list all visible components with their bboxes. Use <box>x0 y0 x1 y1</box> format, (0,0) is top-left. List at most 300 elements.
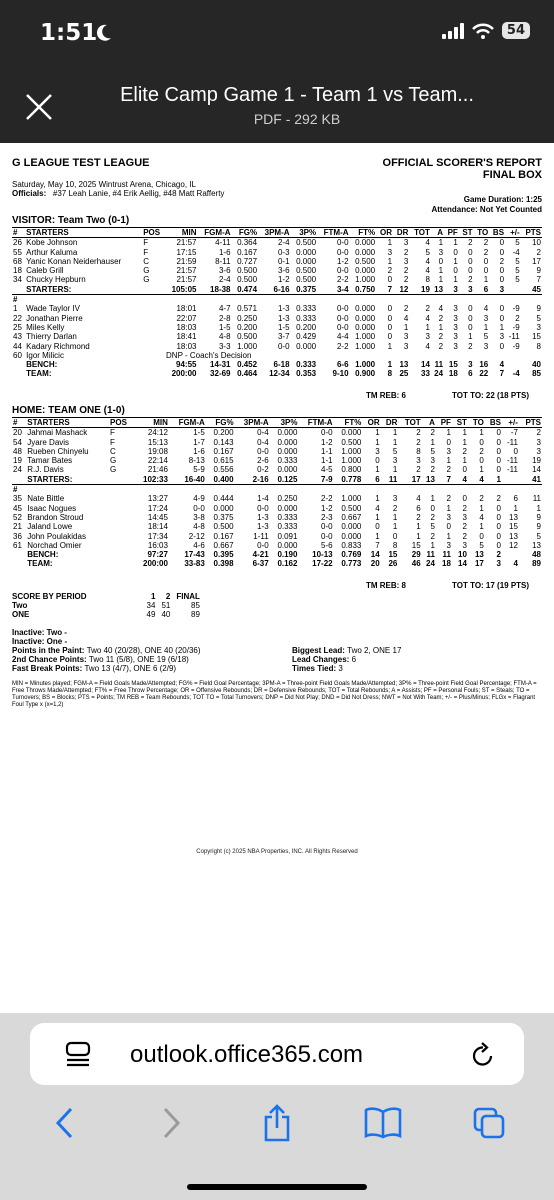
stat-cell: 4 <box>438 304 444 314</box>
stat-cell: 2 <box>438 332 444 342</box>
column-header: STARTERS <box>26 418 109 428</box>
tabs-button[interactable] <box>467 1101 511 1145</box>
player-name: Rueben Chinyelu <box>27 446 89 456</box>
column-header: POS <box>142 228 165 238</box>
stat-cell: 0.000 <box>296 247 317 257</box>
stat-cell: 6 <box>375 474 380 484</box>
stat-cell: 1 <box>392 428 398 438</box>
stat-cell: 0-0 <box>277 341 290 351</box>
stat-cell: C <box>143 256 149 266</box>
period-row <box>12 601 206 610</box>
stat-cell: 22:14 <box>147 456 168 466</box>
player-name: Igor Milicic <box>26 350 64 360</box>
stat-cell: 0 <box>468 322 473 332</box>
stat-cell: 0.333 <box>277 512 298 522</box>
stat-cell: 1.000 <box>355 275 376 285</box>
stat-cell: 0.429 <box>296 332 317 342</box>
column-header: PTS <box>521 228 542 238</box>
status-time: 1:51 <box>40 20 98 46</box>
stat-cell: 3 <box>453 341 458 351</box>
starters-total-row <box>12 475 542 485</box>
stat-cell: 6-18 <box>273 360 290 370</box>
close-icon[interactable] <box>24 92 54 122</box>
stat-cell: 45 <box>532 284 541 294</box>
stat-cell: 8-11 <box>215 256 231 266</box>
stat-cell: 3 <box>453 313 458 323</box>
stat-cell: 18 <box>442 559 451 569</box>
column-header: +/- <box>502 418 519 428</box>
column-header: TOT <box>398 418 421 428</box>
player-name: Norchad Omier <box>27 540 82 550</box>
share-icon <box>261 1103 293 1143</box>
stat-cell: 10-13 <box>312 550 333 560</box>
column-header: ST <box>452 418 468 428</box>
stat-cell <box>142 285 165 295</box>
fast-break-label: Fast Break Points: <box>12 664 83 673</box>
spacer <box>12 285 25 295</box>
bench-total-row <box>12 360 542 369</box>
stat-cell: 4 <box>483 304 489 314</box>
inactive-two: Inactive: Two - <box>12 628 67 637</box>
stat-cell: 5 <box>430 522 435 532</box>
stat-cell: 0 <box>387 304 393 314</box>
stat-cell: 0.500 <box>213 522 234 532</box>
stat-cell: 1 <box>416 522 421 532</box>
player-row <box>12 275 542 284</box>
stat-cell: 1 <box>392 522 398 532</box>
paint-label: Points in the Paint: <box>12 646 85 655</box>
stat-cell: 18 <box>13 266 22 276</box>
stat-cell: 14 <box>532 465 541 475</box>
stat-cell: 0.167 <box>213 531 234 541</box>
home-title: HOME: TEAM ONE (1-0) <box>12 405 125 416</box>
stat-cell: 61 <box>13 540 22 550</box>
stat-cell: 200:00 <box>171 369 197 379</box>
bench-total-row <box>12 550 542 559</box>
url-bar[interactable] <box>30 1023 524 1085</box>
stat-cell: 0 <box>387 313 393 323</box>
stat-cell: 1-7 <box>193 437 205 447</box>
stat-cell: 94:55 <box>176 360 197 370</box>
stat-cell: 13 <box>509 531 518 541</box>
back-button[interactable] <box>43 1101 87 1145</box>
stat-cell: 8 <box>387 369 393 379</box>
player-row <box>12 342 542 351</box>
stat-cell: 2 <box>483 238 489 248</box>
stat-cell: 2-12 <box>188 531 205 541</box>
bench-header-row <box>12 295 542 305</box>
lead-changes-label: Lead Changes: <box>292 655 350 664</box>
stat-cell: 0.667 <box>213 540 234 550</box>
stat-cell: 36 <box>13 531 22 541</box>
stat-cell: 0.333 <box>296 313 317 323</box>
stat-cell: 11 <box>442 550 451 560</box>
period-header: 1 <box>151 592 156 601</box>
column-header: BS <box>489 228 505 238</box>
stat-cell: 0.000 <box>277 503 298 513</box>
player-row <box>12 513 542 522</box>
stat-cell: 2-2 <box>321 494 333 504</box>
period-header: SCORE BY PERIOD <box>12 592 87 601</box>
stat-cell: 0 <box>496 522 501 532</box>
column-header: DR <box>381 418 399 428</box>
stat-cell: 0 <box>479 531 484 541</box>
stat-cell: 0.091 <box>277 531 298 541</box>
stat-cell: 0.398 <box>213 559 234 569</box>
stat-cell: 18 <box>448 369 458 379</box>
stat-cell: 1 <box>479 428 484 438</box>
stat-cell: 19:08 <box>147 446 168 456</box>
player-name: Isaac Nogues <box>27 503 77 513</box>
stat-cell: 0.000 <box>341 428 362 438</box>
player-row <box>12 314 542 323</box>
stat-cell: 1 <box>536 503 541 513</box>
stat-cell: 21:57 <box>176 238 197 248</box>
stat-cell: 0.000 <box>277 437 298 447</box>
stat-cell: 8 <box>392 540 398 550</box>
forward-button[interactable] <box>149 1101 193 1145</box>
stat-cell: 25 <box>399 369 409 379</box>
column-header: PF <box>436 418 452 428</box>
player-row <box>12 541 542 550</box>
column-header: 3PM-A <box>235 418 270 428</box>
stat-cell: 5 <box>515 256 520 266</box>
stat-cell: 3 <box>462 540 467 550</box>
stat-cell: 0 <box>499 313 505 323</box>
period-table <box>12 592 206 619</box>
stat-cell: 3 <box>392 494 398 504</box>
visitor-box-table <box>12 227 542 379</box>
stat-cell: 14 <box>370 550 380 560</box>
share-button[interactable] <box>255 1101 299 1145</box>
stat-cell: -9 <box>512 341 520 351</box>
stat-cell: 0 <box>496 465 501 475</box>
stat-cell: 34 <box>13 275 22 285</box>
stat-cell: 35 <box>13 494 22 504</box>
stat-cell: 0.571 <box>237 304 258 314</box>
officials-label: Officials: <box>12 189 47 198</box>
stat-cell: 43 <box>13 332 22 342</box>
stat-cell: 0.375 <box>296 284 317 294</box>
stat-cell: 1-5 <box>277 322 290 332</box>
stat-cell: 0.900 <box>355 369 376 379</box>
period-cell: 51 <box>161 601 171 610</box>
stat-cell: 6 <box>513 494 518 504</box>
stat-cell: 2 <box>438 341 444 351</box>
stat-cell: 15 <box>448 360 458 370</box>
stat-cell: 1 <box>375 494 380 504</box>
stat-cell: 1-6 <box>218 247 231 257</box>
stat-cell: 0.000 <box>277 540 298 550</box>
stat-cell: 0 <box>499 247 505 257</box>
stat-cell: 0 <box>446 522 451 532</box>
stat-cell: 1 <box>392 437 398 447</box>
visitor-tot-to: TOT TO: 22 (18 PTS) <box>452 391 530 400</box>
stat-cell: 3 <box>468 284 473 294</box>
stat-cell: 1 <box>446 428 451 438</box>
stat-cell: 1 <box>479 465 484 475</box>
stat-cell: 4 <box>513 559 518 569</box>
stat-cell: 2 <box>536 247 541 257</box>
stat-cell: 0 <box>387 322 393 332</box>
stat-cell: 0 <box>496 437 501 447</box>
player-row <box>12 248 542 257</box>
stat-cell: 3 <box>403 332 409 342</box>
player-row <box>12 447 542 456</box>
stat-cell: 2 <box>425 304 430 314</box>
stat-cell: 8 <box>425 275 430 285</box>
stat-cell <box>109 541 134 550</box>
stat-cell: 0.500 <box>296 275 317 285</box>
column-header: # <box>12 418 26 428</box>
stat-cell: 12 <box>399 284 409 294</box>
stat-cell: 0.200 <box>296 322 317 332</box>
column-header: BS <box>485 418 502 428</box>
stat-cell: 89 <box>532 559 541 569</box>
stat-cell: 0-3 <box>277 247 290 257</box>
bench-header-row <box>12 485 542 495</box>
stat-cell: 54 <box>13 437 22 447</box>
stat-cell: 3 <box>403 341 409 351</box>
stat-cell: 4-8 <box>218 332 231 342</box>
stat-cell: 1 <box>468 332 473 342</box>
second-chance-label: 2nd Chance Points: <box>12 655 87 664</box>
stat-cell: 2 <box>430 428 435 438</box>
stat-cell: 11 <box>532 494 541 504</box>
stat-cell: 0.500 <box>296 238 317 248</box>
bookmarks-button[interactable] <box>361 1101 405 1145</box>
stat-cell: 1 <box>387 360 393 370</box>
stat-cell: 3 <box>430 456 435 466</box>
times-tied-value: 3 <box>338 664 343 673</box>
stat-cell: 3 <box>446 512 451 522</box>
stat-cell: 0 <box>446 437 451 447</box>
stat-cell: F <box>110 437 115 447</box>
stat-cell: 1 <box>375 512 380 522</box>
stat-cell: 1 <box>496 474 501 484</box>
stat-cell: 2 <box>483 247 489 257</box>
stat-cell: 1 <box>453 256 458 266</box>
stat-cell: 1 <box>392 512 398 522</box>
stat-cell: 11 <box>434 360 444 370</box>
stat-cell: 2-4 <box>218 275 231 285</box>
stat-cell: 7 <box>446 474 451 484</box>
stat-cell: 7 <box>375 540 380 550</box>
stat-cell: -11 <box>508 332 520 342</box>
stat-cell: 1-2 <box>321 503 333 513</box>
stat-cell: 0.000 <box>296 341 317 351</box>
stat-cell: 1 <box>462 437 467 447</box>
stat-cell: 4 <box>375 503 380 513</box>
stat-cell: -9 <box>512 304 520 314</box>
stat-cell: 3-6 <box>277 266 290 276</box>
stat-cell: 41 <box>532 474 541 484</box>
stat-cell: 0 <box>468 266 473 276</box>
column-header: TO <box>468 418 485 428</box>
stat-cell: 17 <box>532 256 541 266</box>
stat-cell: 7 <box>387 284 393 294</box>
stat-cell: 21 <box>13 522 22 532</box>
stat-cell: 29 <box>411 550 421 560</box>
stat-cell: 0-0 <box>336 266 349 276</box>
stat-cell <box>109 522 134 531</box>
stat-cell: G <box>110 465 117 475</box>
stat-cell: 0-0 <box>336 304 349 314</box>
stat-cell: 1 <box>513 503 518 513</box>
stat-cell: -7 <box>510 428 518 438</box>
stat-cell: 17 <box>411 474 421 484</box>
stat-cell: 5 <box>479 540 484 550</box>
browser-toolbar <box>0 1093 554 1153</box>
stat-cell: 0.500 <box>341 503 362 513</box>
stat-cell: -11 <box>506 465 518 475</box>
biggest-lead-value: Two 2, ONE 17 <box>347 646 402 655</box>
stat-cell: 2 <box>499 256 505 266</box>
stat-cell: 14 <box>458 559 467 569</box>
player-name: Jonathan Pierre <box>26 313 83 323</box>
stat-cell: 5 <box>392 446 398 456</box>
stat-cell: 85 <box>532 369 541 379</box>
stat-cell: 9 <box>536 522 541 532</box>
column-header: +/- <box>505 228 521 238</box>
stat-cell: 0.000 <box>296 256 317 266</box>
stat-cell: 0 <box>496 428 501 438</box>
tab-overview-icon[interactable] <box>64 1041 92 1069</box>
spacer <box>142 351 165 360</box>
spacer <box>12 475 26 485</box>
pdf-page[interactable] <box>0 143 554 878</box>
stat-cell: 1 <box>375 428 380 438</box>
app-header <box>0 0 554 143</box>
period-cell: ONE <box>12 610 30 619</box>
stat-cell: 0.769 <box>341 550 362 560</box>
stat-cell: 2 <box>479 494 484 504</box>
bench-hash: # <box>12 485 26 495</box>
stat-cell <box>109 494 134 503</box>
stat-cell: 0.400 <box>213 474 234 484</box>
stat-cell: 0.667 <box>341 512 362 522</box>
stat-cell: 2 <box>515 313 520 323</box>
stat-cell: 0 <box>468 313 473 323</box>
column-header: MIN <box>165 228 197 238</box>
game-duration: Game Duration: 1:25 <box>463 195 542 204</box>
stat-cell: 2 <box>446 465 451 475</box>
stat-cell: 26 <box>388 559 398 569</box>
stat-cell: 0.200 <box>213 428 234 438</box>
stat-cell: 1 <box>479 503 484 513</box>
player-name: Arthur Kaluma <box>26 247 78 257</box>
stat-cell: 0 <box>496 540 501 550</box>
stat-cell: 1 <box>387 256 393 266</box>
stat-cell <box>142 342 165 351</box>
stat-cell: 2-2 <box>336 275 349 285</box>
stat-cell: 2 <box>446 494 451 504</box>
stat-cell: 1-3 <box>257 512 269 522</box>
stat-cell <box>502 475 519 485</box>
stat-cell: 2 <box>462 522 467 532</box>
stat-cell: 48 <box>13 446 22 456</box>
stat-cell: 3 <box>496 559 501 569</box>
stat-cell: 0 <box>496 446 501 456</box>
stat-cell <box>142 360 165 369</box>
reload-icon[interactable] <box>470 1041 496 1069</box>
player-name: Tamar Bates <box>27 456 73 466</box>
pdf-page-lower <box>0 878 554 1013</box>
stat-cell: 17 <box>474 559 484 569</box>
stat-cell: 0.500 <box>237 332 258 342</box>
stat-cell: 10 <box>458 550 467 560</box>
stat-cell: 0.333 <box>296 360 317 370</box>
stat-cell: 0.364 <box>237 238 258 248</box>
player-row <box>12 504 542 513</box>
period-row <box>12 610 206 619</box>
stat-cell: 1 <box>446 456 451 466</box>
stat-cell: 13 <box>474 550 484 560</box>
stat-cell: 0 <box>468 256 473 266</box>
stat-cell: 17-22 <box>312 559 333 569</box>
stat-cell: 1.000 <box>341 456 362 466</box>
stat-cell: 0.500 <box>355 256 376 266</box>
stat-cell: 2 <box>416 437 421 447</box>
stat-cell: 9 <box>536 512 541 522</box>
stat-cell: 3 <box>453 332 458 342</box>
stat-cell: 1.000 <box>341 494 362 504</box>
stat-cell: 1-2 <box>336 256 349 266</box>
copyright: Copyright (c) 2025 NBA Properties, INC. All Rights Reserved <box>196 849 358 855</box>
stat-cell: 3 <box>499 284 505 294</box>
stat-cell: 44 <box>13 341 22 351</box>
stat-cell: 4 <box>425 341 430 351</box>
stat-cell: 2-2 <box>336 341 349 351</box>
stat-cell: 1-6 <box>193 446 205 456</box>
stat-cell <box>142 323 165 332</box>
stat-cell: 1 <box>462 456 467 466</box>
period-header: FINAL <box>176 592 200 601</box>
stat-cell: 1.000 <box>355 341 376 351</box>
moon-icon <box>96 24 112 42</box>
stat-cell: 8 <box>536 341 541 351</box>
stat-cell <box>505 360 521 369</box>
header-row <box>12 418 542 428</box>
stat-cell: 0.125 <box>277 474 298 484</box>
stat-cell: 0-0 <box>257 540 269 550</box>
stat-cell: 22 <box>479 369 489 379</box>
stat-cell: 1 <box>375 531 380 541</box>
stat-cell: 0 <box>468 247 473 257</box>
period-cell: 49 <box>146 610 156 619</box>
stat-cell: 1 <box>13 304 18 314</box>
stat-cell: F <box>143 238 149 248</box>
status-icons <box>442 22 530 39</box>
stat-cell: 0.727 <box>237 256 258 266</box>
stat-cell: 3-7 <box>277 332 290 342</box>
column-header: PF <box>444 228 459 238</box>
column-header: 3PM-A <box>258 228 290 238</box>
stat-cell: 0.000 <box>355 247 376 257</box>
stat-cell: 0.250 <box>277 494 298 504</box>
player-name: Yanic Konan Neiderhauser <box>26 256 122 266</box>
stat-cell: 40 <box>532 360 541 370</box>
player-name: Jahmai Mashack <box>27 428 88 438</box>
stat-cell: 33-83 <box>184 559 205 569</box>
stat-cell: 0-0 <box>321 531 333 541</box>
player-row <box>12 465 542 474</box>
stat-cell: 9 <box>536 304 541 314</box>
team-total-row <box>12 369 542 378</box>
stat-cell: 0.190 <box>277 550 298 560</box>
stat-cell: 3 <box>536 446 541 456</box>
stat-cell: 60 <box>13 350 22 360</box>
